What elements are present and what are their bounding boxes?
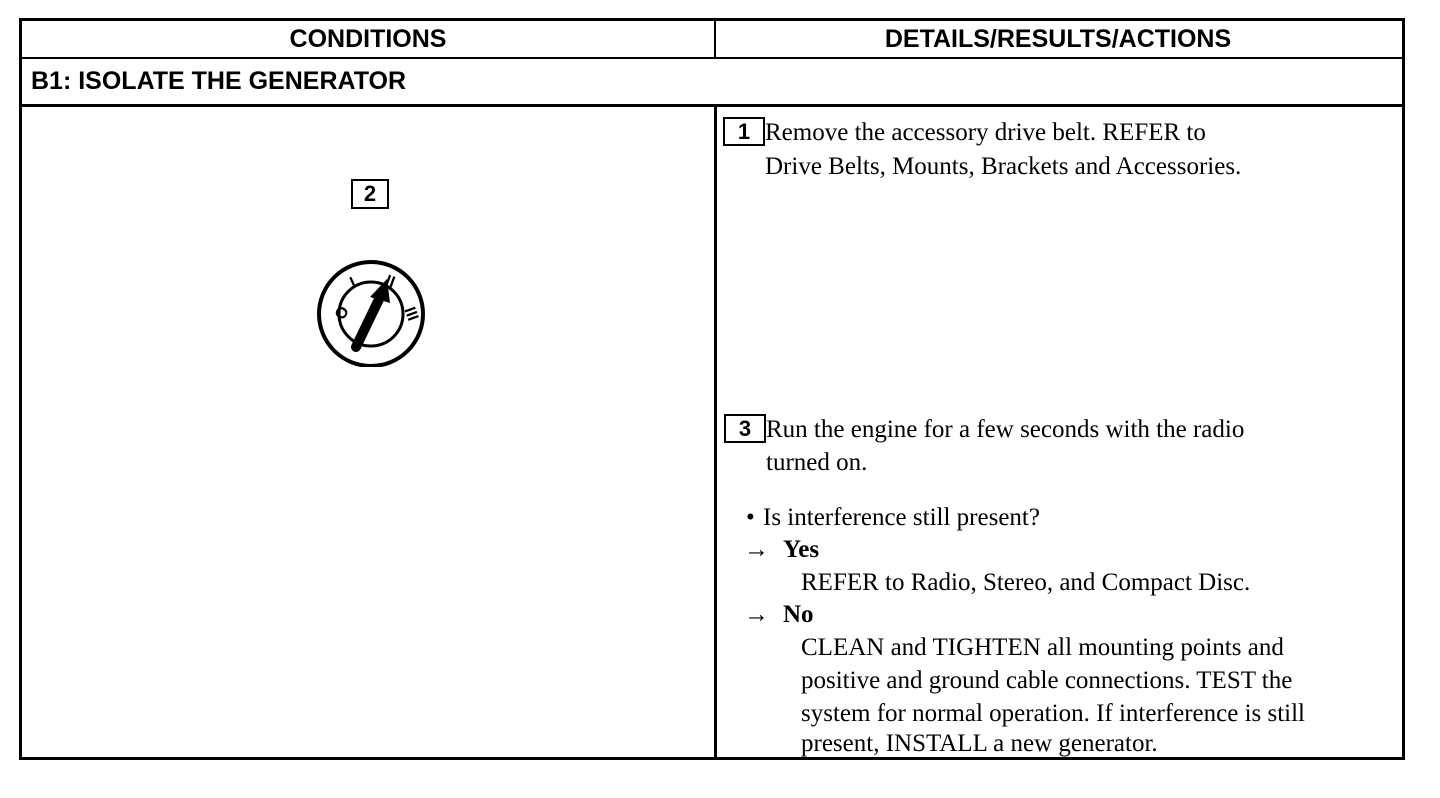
yes-arrow: → [744,536,769,563]
step-number-3: 3 [724,414,766,443]
ignition-switch-icon [312,257,428,367]
no-line-2: positive and ground cable connections. TEST the [801,667,1293,694]
diagnostic-table [19,18,1405,760]
question-bullet: • [746,504,755,531]
question-text: Is interference still present? [763,504,1040,531]
step-number-1: 1 [723,117,765,146]
no-line-1: CLEAN and TIGHTEN all mounting points and [801,634,1284,661]
yes-label: Yes [783,536,820,563]
no-label: No [783,601,814,628]
switch-label-3: III [400,304,422,324]
step-3-line-2: turned on. [766,449,868,476]
table-header-row [22,21,1402,59]
step-3-line-1: Run the engine for a few seconds with the radio [766,416,1245,443]
yes-text: REFER to Radio, Stereo, and Compact Disc. [801,569,1251,596]
conditions-column-header: CONDITIONS [289,25,447,53]
step-1-line-2: Drive Belts, Mounts, Brackets and Accessories. [765,153,1242,180]
switch-label-2: II [382,272,398,292]
no-line-4: present, INSTALL a new generator. [801,730,1158,757]
details-column-header: DETAILS/RESULTS/ACTIONS [884,25,1232,53]
step-number-2: 2 [351,179,389,209]
switch-label-1: I [347,274,359,292]
no-line-3: system for normal operation. If interference is still [801,700,1306,727]
section-title: B1: ISOLATE THE GENERATOR [31,67,407,95]
no-arrow: → [744,601,769,628]
switch-label-off: O [331,303,353,323]
section-row [22,59,1402,107]
step-1-line-1: Remove the accessory drive belt. REFER to [765,119,1206,146]
column-divider [714,107,717,757]
